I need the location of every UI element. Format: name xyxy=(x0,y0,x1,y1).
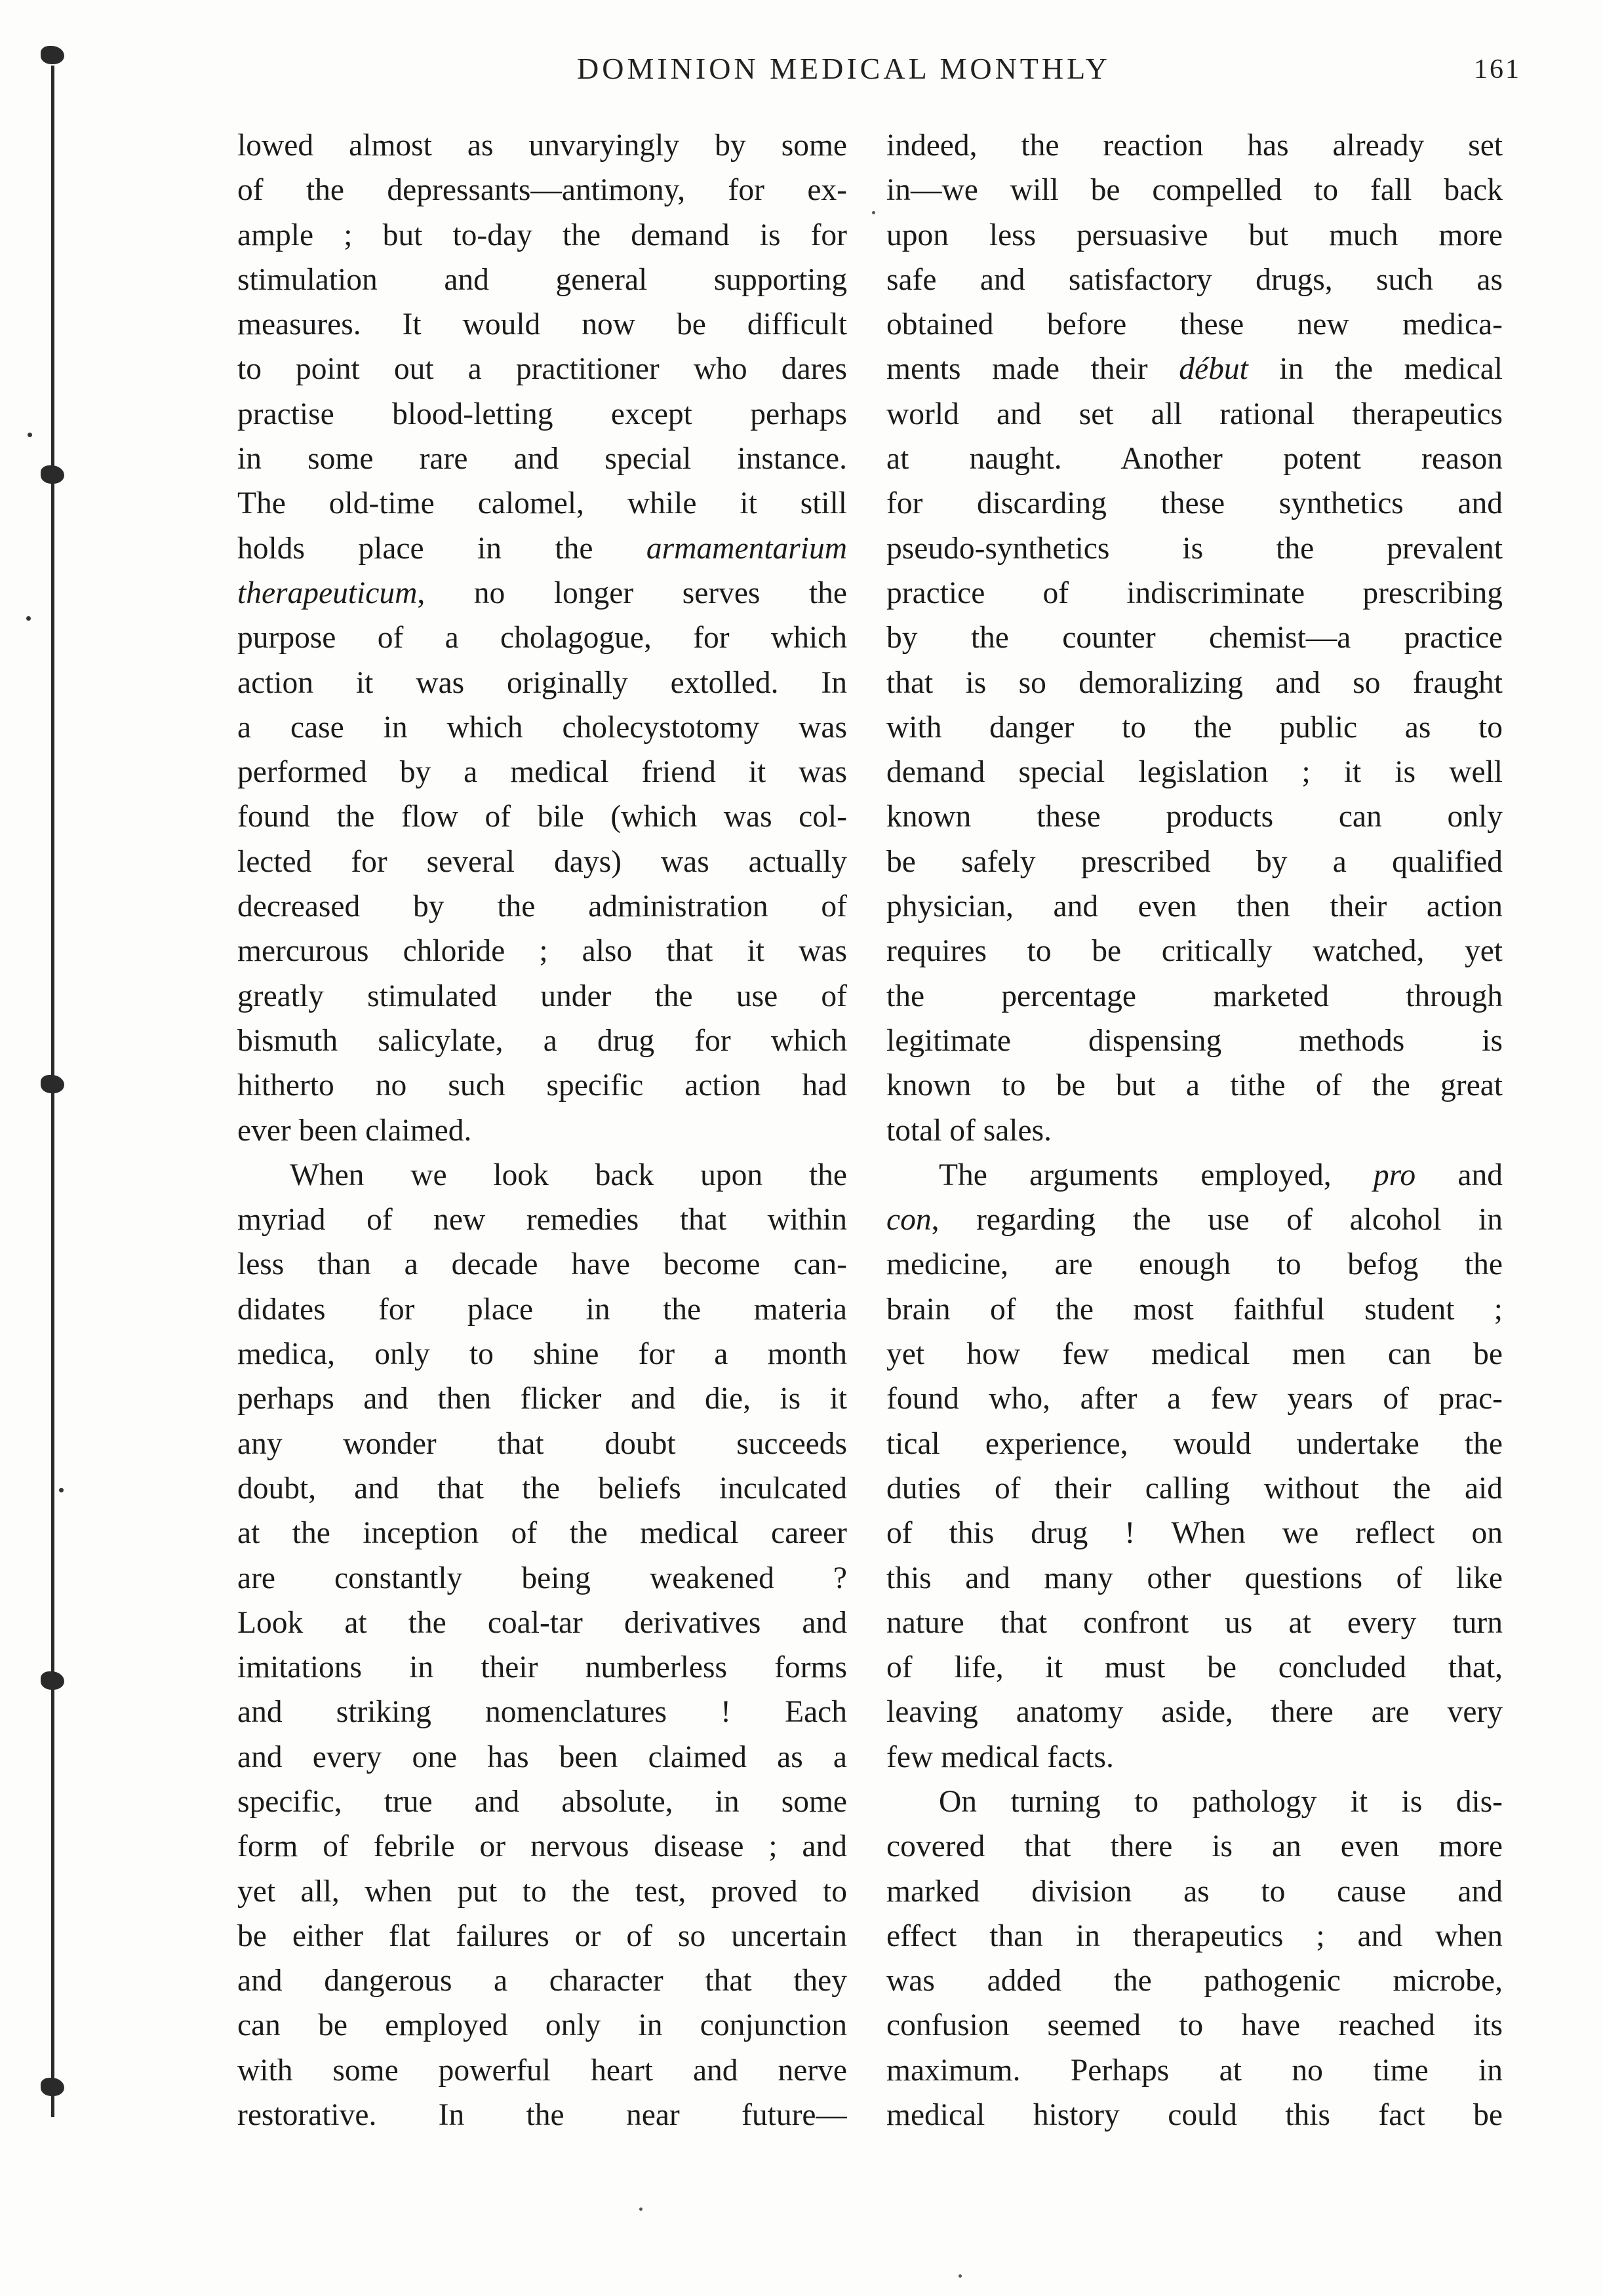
running-head xyxy=(236,51,1521,97)
text-line: myriad of new remedies that within xyxy=(237,1203,847,1237)
text-line: leaving anatomy aside, there are very xyxy=(886,1695,1503,1730)
text-line: perhaps and then flicker and die, is it xyxy=(237,1382,847,1416)
text-line: obtained before these new medica- xyxy=(886,307,1503,342)
text-line: can be employed only in conjunction xyxy=(237,2008,847,2043)
text-line-italic-term: therapeuticum, no longer serves the xyxy=(237,575,847,610)
text-line: duties of their calling without the aid xyxy=(886,1471,1503,1506)
binding-dot xyxy=(59,1488,64,1492)
text-line: covered that there is an even more xyxy=(886,1829,1503,1864)
text-line: greatly stimulated under the use of xyxy=(237,979,847,1013)
text-line: to point out a practitioner who dares xyxy=(237,352,847,387)
text-line: marked division as to cause and xyxy=(886,1874,1503,1909)
text-line: action it was originally extolled. In xyxy=(237,665,847,700)
italic-term: armamentarium xyxy=(646,531,847,566)
text-line: less than a decade have become can- xyxy=(237,1247,847,1282)
text-line: When we look back upon the xyxy=(290,1158,847,1192)
text-line: performed by a medical friend it was xyxy=(237,755,847,790)
text-line-italic-term: ments made their début in the medical xyxy=(886,352,1503,387)
text-line: a case in which cholecystotomy was xyxy=(237,710,847,745)
text-line: found who, after a few years of prac- xyxy=(886,1382,1503,1416)
text-line: of this drug ! When we reflect on xyxy=(886,1516,1503,1551)
text-line: physician, and even then their action xyxy=(886,889,1503,924)
text-line: in some rare and special instance. xyxy=(237,442,847,477)
italic-term: pro xyxy=(1373,1158,1416,1192)
text-line: yet how few medical men can be xyxy=(886,1337,1503,1372)
text-line: by the counter chemist—a practice xyxy=(886,621,1503,655)
text-line: practice of indiscriminate prescribing xyxy=(886,575,1503,610)
text-line: tical experience, would undertake the xyxy=(886,1426,1503,1461)
text-line: known to be but a tithe of the great xyxy=(886,1068,1503,1103)
text-line: requires to be critically watched, yet xyxy=(886,934,1503,969)
text-line: stimulation and general supporting xyxy=(237,262,847,297)
text-line-italic-term: holds place in the armamentarium xyxy=(237,531,847,566)
text-line: of life, it must be concluded that, xyxy=(886,1650,1503,1685)
paper-speck xyxy=(959,2274,962,2278)
text-line: the percentage marketed through xyxy=(886,979,1503,1013)
binding-knot xyxy=(41,46,64,64)
text-line: pseudo-synthetics is the prevalent xyxy=(886,531,1503,566)
italic-term: therapeuticum xyxy=(237,575,418,610)
binding-knot xyxy=(41,1671,64,1690)
text-line: total of sales. xyxy=(886,1113,1052,1148)
text-line: ever been claimed. xyxy=(237,1113,472,1148)
text-line: and striking nomenclatures ! Each xyxy=(237,1695,847,1730)
text-line: and every one has been claimed as a xyxy=(237,1740,847,1774)
text-line: doubt, and that the beliefs inculcated xyxy=(237,1471,847,1506)
text-line: measures. It would now be difficult xyxy=(237,307,847,342)
text-line: form of febrile or nervous disease ; and xyxy=(237,1829,847,1864)
left-column xyxy=(237,123,847,2137)
page-number: 161 xyxy=(1474,54,1521,85)
text-line: decreased by the administration of xyxy=(237,889,847,924)
text-line: found the flow of bile (which was col- xyxy=(237,800,847,834)
text-line: brain of the most faithful student ; xyxy=(886,1292,1503,1327)
text-line: be either flat failures or of so uncertain xyxy=(237,1918,847,1953)
italic-term: con xyxy=(886,1203,932,1237)
text-line: demand special legislation ; it is well xyxy=(886,755,1503,790)
text-line: that is so demoralizing and so fraught xyxy=(886,665,1503,700)
italic-term: début xyxy=(1179,352,1248,387)
text-line: nature that confront us at every turn xyxy=(886,1605,1503,1640)
running-title: DOMINION MEDICAL MONTHLY xyxy=(577,52,1111,85)
text-line: safe and satisfactory drugs, such as xyxy=(886,262,1503,297)
binding-knot xyxy=(41,465,64,484)
paper-speck xyxy=(639,2208,643,2211)
text-line: practise blood-letting except perhaps xyxy=(237,397,847,431)
text-line-italic-term: The arguments employed, pro and xyxy=(939,1158,1503,1192)
text-line: mercurous chloride ; also that it was xyxy=(237,934,847,969)
text-line: specific, true and absolute, in some xyxy=(237,1784,847,1819)
text-line: are constantly being weakened ? xyxy=(237,1561,847,1595)
paper-speck xyxy=(872,211,875,214)
binding-edge xyxy=(26,39,79,2124)
text-line: at naught. Another potent reason xyxy=(886,442,1503,477)
right-column xyxy=(886,123,1503,2137)
text-line: was added the pathogenic microbe, xyxy=(886,1964,1503,1998)
text-line: few medical facts. xyxy=(886,1740,1114,1774)
text-line: yet all, when put to the test, proved to xyxy=(237,1874,847,1909)
text-line: purpose of a cholagogue, for which xyxy=(237,621,847,655)
text-line: legitimate dispensing methods is xyxy=(886,1023,1503,1058)
text-line: be safely prescribed by a qualified xyxy=(886,844,1503,879)
binding-dot xyxy=(26,616,31,621)
text-line: hitherto no such specific action had xyxy=(237,1068,847,1103)
text-line: at the inception of the medical career xyxy=(237,1516,847,1551)
text-line: and dangerous a character that they xyxy=(237,1964,847,1998)
text-line: restorative. In the near future— xyxy=(237,2098,847,2133)
text-line: maximum. Perhaps at no time in xyxy=(886,2053,1503,2088)
text-line: in—we will be compelled to fall back xyxy=(886,173,1503,208)
text-line: upon less persuasive but much more xyxy=(886,218,1503,252)
binding-knot xyxy=(41,1075,64,1093)
text-line: The old-time calomel, while it still xyxy=(237,486,847,521)
text-line: any wonder that doubt succeeds xyxy=(237,1426,847,1461)
binding-dot xyxy=(28,433,32,437)
text-line-italic-term: con, regarding the use of alcohol in xyxy=(886,1203,1503,1237)
text-line: world and set all rational therapeutics xyxy=(886,397,1503,431)
text-line: Look at the coal-tar derivatives and xyxy=(237,1605,847,1640)
text-line: ample ; but to-day the demand is for xyxy=(237,218,847,252)
binding-knot xyxy=(41,2078,64,2096)
text-line: this and many other questions of like xyxy=(886,1561,1503,1595)
text-line: lowed almost as unvaryingly by some xyxy=(237,128,847,163)
text-line: with danger to the public as to xyxy=(886,710,1503,745)
text-line: didates for place in the materia xyxy=(237,1292,847,1327)
text-line: imitations in their numberless forms xyxy=(237,1650,847,1685)
text-line: bismuth salicylate, a drug for which xyxy=(237,1023,847,1058)
text-line: medical history could this fact be xyxy=(886,2098,1503,2133)
text-line: indeed, the reaction has already set xyxy=(886,128,1503,163)
text-line: effect than in therapeutics ; and when xyxy=(886,1918,1503,1953)
text-line: with some powerful heart and nerve xyxy=(237,2053,847,2088)
text-line: On turning to pathology it is dis- xyxy=(939,1784,1503,1819)
text-line: for discarding these synthetics and xyxy=(886,486,1503,521)
text-line: known these products can only xyxy=(886,800,1503,834)
text-line: lected for several days) was actually xyxy=(237,844,847,879)
text-line: confusion seemed to have reached its xyxy=(886,2008,1503,2043)
text-line: medicine, are enough to befog the xyxy=(886,1247,1503,1282)
text-line: of the depressants—antimony, for ex- xyxy=(237,173,847,208)
text-line: medica, only to shine for a month xyxy=(237,1337,847,1372)
